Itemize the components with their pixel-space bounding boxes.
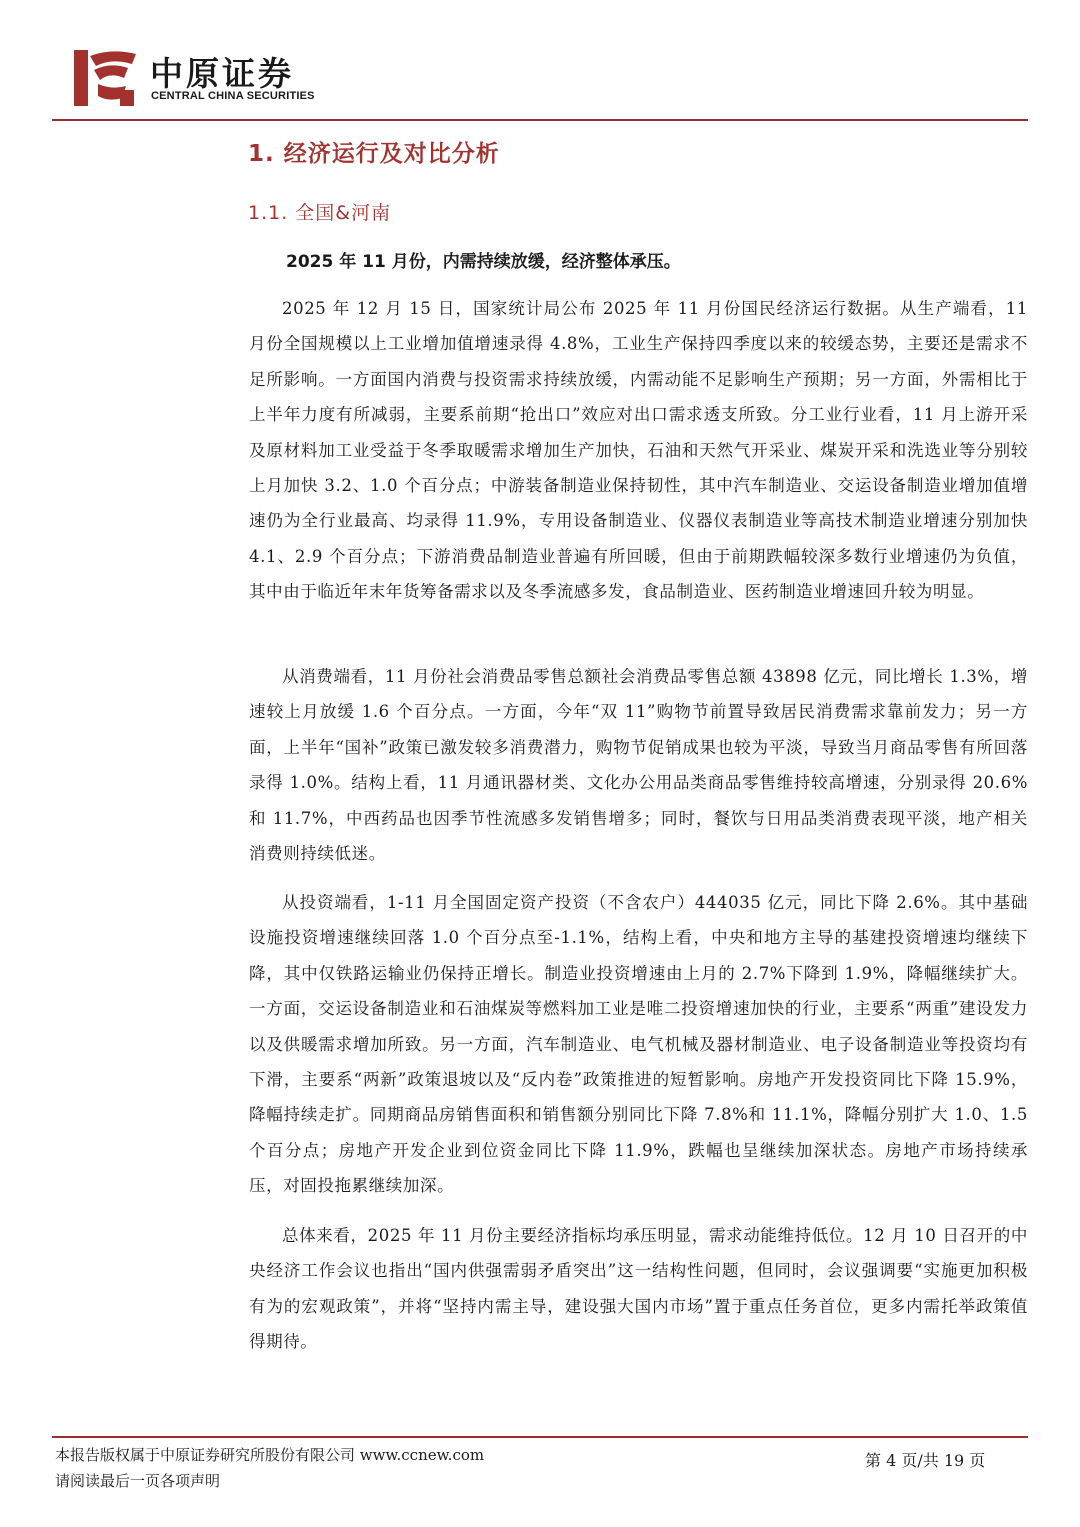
footer-disclaimer: 请阅读最后一页各项声明 xyxy=(55,1472,221,1490)
subsection-title: 1.1. 全国&河南 xyxy=(248,202,392,224)
page-number: 第 4 页/共 19 页 xyxy=(865,1451,986,1470)
paragraph-consumption: 从消费端看，11 月份社会消费品零售总额社会消费品零售总额 43898 亿元，同比增长 1.3%，增速较上月放缓 1.6 个百分点。一方面，今年“双 11”购物节前置导致居民消费需求靠前发力；另一方面，上半年“国补”政策已激发较多消费潜力，购物节促销成果也较为平淡，导致当月商品零售有所回落录得 1.0%。结构上看，11 月通讯器材类、文化办公用品类商品零售维持较高增速，分别录得 20.6%和 11.7%，中西药品也因季节性流感多发销售增多；同时，餐饮与日用品类消费表现平淡，地产相关消费则持续低迷。 xyxy=(249,667,1028,864)
header-divider xyxy=(52,119,1028,121)
footer-left xyxy=(55,1442,484,1494)
footer-copyright: 本报告版权属于中原证券研究所股份有限公司 www.ccnew.com xyxy=(55,1446,485,1464)
paragraph-investment: 从投资端看，1-11 月全国固定资产投资（不含农户）444035 亿元，同比下降 2.6%。其中基础设施投资增速继续回落 1.0 个百分点至-1.1%，结构上看，中央和地方主导的基建投资增速均继续下降，其中仅铁路运输业仍保持正增长。制造业投资增速由上月的 2.7%下降到 1.9%，降幅继续扩大。一方面，交运设备制造业和石油煤炭等燃料加工业是唯二投资增速加快的行业，主要系“两重”建设发力以及供暖需求增加所致。另一方面，汽车制造业、电气机械及器材制造业、电子设备制造业等投资均有下滑，主要系“两新”政策退坡以及“反内卷”政策推进的短暂影响。房地产开发投资同比下降 15.9%，降幅持续走扩。同期商品房销售面积和销售额分别同比下降 7.8%和 11.1%，降幅分别扩大 1.0、1.5 个百分点；房地产开发企业到位资金同比下降 11.9%，跌幅也呈继续加深状态。房地产市场持续承压，对固投拖累继续加深。 xyxy=(249,893,1028,1196)
logo-chinese-name: 中原证券 xyxy=(150,54,294,93)
page-header xyxy=(0,0,1080,122)
paragraph-summary: 总体来看，2025 年 11 月份主要经济指标均承压明显，需求动能维持低位。12 月 10 日召开的中央经济工作会议也指出“国内供强需弱矛盾突出”这一结构性问题，但同时，会议强调要“实施更加积极有为的宏观政策”，并将“坚持内需主导，建设强大国内市场”置于重点任务首位，更多内需托举政策值得期待。 xyxy=(249,1226,1028,1352)
central-china-securities-logo-icon xyxy=(72,46,138,108)
section-title: 1. 经济运行及对比分析 xyxy=(248,141,500,167)
logo-english-name: CENTRAL CHINA SECURITIES xyxy=(151,90,315,102)
paragraph-production: 2025 年 12 月 15 日，国家统计局公布 2025 年 11 月份国民经济运行数据。从生产端看，11 月份全国规模以上工业增加值增速录得 4.8%，工业生产保持四季度以来的较缓态势，主要还是需求不足所影响。一方面国内消费与投资需求持续放缓，内需动能不足影响生产预期；另一方面，外需相比于上半年力度有所减弱，主要系前期“抢出口”效应对出口需求透支所致。分工业行业看，11 月上游开采及原材料加工业受益于冬季取暖需求增加生产加快，石油和天然气开采业、煤炭开采和洗选业等分别较上月加快 3.2、1.0 个百分点；中游装备制造业保持韧性，其中汽车制造业、交运设备制造业增加值增速仍为全行业最高、均录得 11.9%，专用设备制造业、仪器仪表制造业等高技术制造业增速分别加快 4.1、2.9 个百分点；下游消费品制造业普遍有所回暖，但由于前期跌幅较深多数行业增速仍为负值，其中由于临近年末年货筹备需求以及冬季流感多发，食品制造业、医药制造业增速回升较为明显。 xyxy=(249,299,1028,602)
footer-divider xyxy=(52,1436,1028,1438)
lead-sentence: 2025 年 11 月份，内需持续放缓，经济整体承压。 xyxy=(286,252,681,272)
